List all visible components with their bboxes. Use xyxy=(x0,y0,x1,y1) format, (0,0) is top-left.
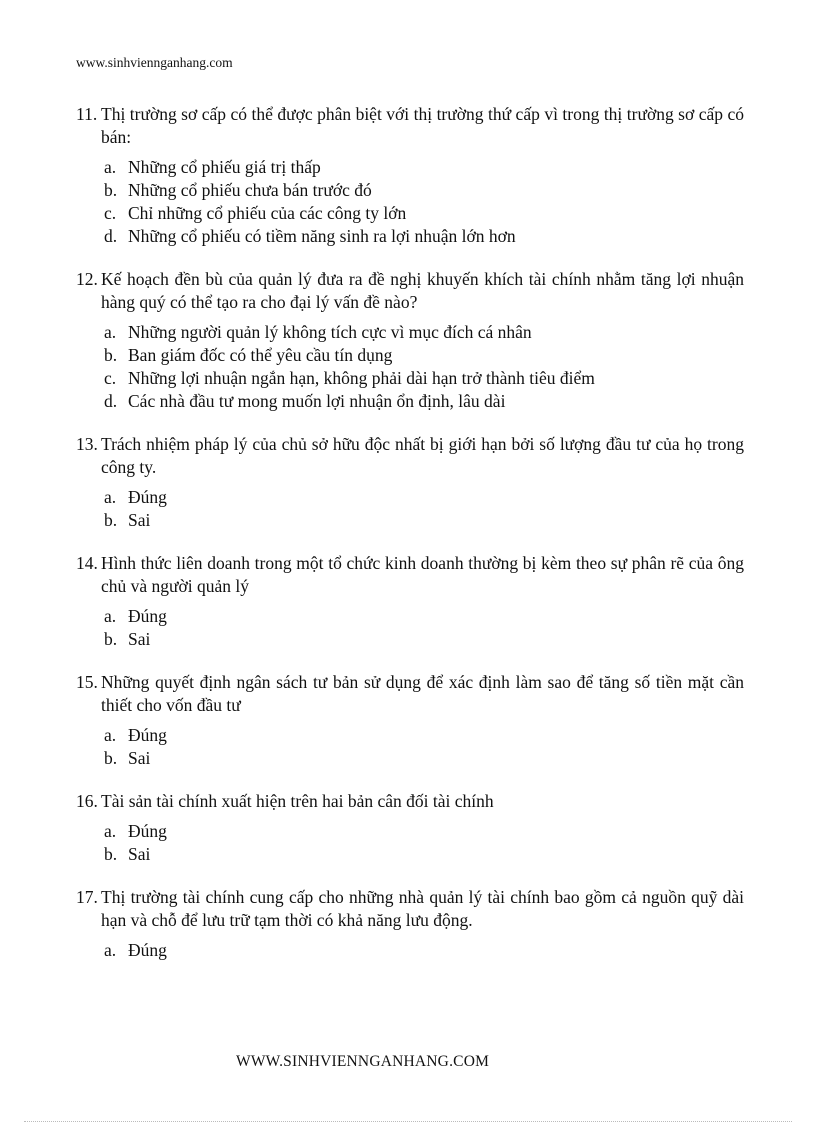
page-bottom-rule xyxy=(24,1121,792,1122)
answer-option xyxy=(104,321,744,344)
option-text: Đúng xyxy=(128,821,167,841)
option-letter: a. xyxy=(104,725,117,745)
question-text xyxy=(76,433,744,479)
option-letter: a. xyxy=(104,606,117,626)
question-body: Những quyết định ngân sách tư bản sử dụng để xác định làm sao để tăng số tiền mặt cần thiết cho vốn đầu tư xyxy=(101,672,744,715)
option-text: Những cổ phiếu có tiềm năng sinh ra lợi nhuận lớn hơn xyxy=(128,226,516,246)
question-13 xyxy=(76,433,744,532)
answer-option xyxy=(104,344,744,367)
option-text: Những cổ phiếu giá trị thấp xyxy=(128,157,321,177)
question-16 xyxy=(76,790,744,866)
option-text: Ban giám đốc có thể yêu cầu tín dụng xyxy=(128,345,393,365)
question-text xyxy=(76,886,744,932)
answer-options xyxy=(76,820,744,866)
question-number: 16. xyxy=(76,791,98,811)
option-letter: d. xyxy=(104,226,118,246)
option-text: Sai xyxy=(128,748,151,768)
question-body: Hình thức liên doanh trong một tổ chức kinh doanh thường bị kèm theo sự phân rẽ của ông chủ và người quản lý xyxy=(101,553,744,596)
option-text: Những lợi nhuận ngắn hạn, không phải dài hạn trở thành tiêu điểm xyxy=(128,368,595,388)
answer-option xyxy=(104,486,744,509)
option-letter: a. xyxy=(104,487,117,507)
question-14 xyxy=(76,552,744,651)
answer-option xyxy=(104,605,744,628)
question-number: 12. xyxy=(76,269,98,289)
question-body: Tài sản tài chính xuất hiện trên hai bản cân đối tài chính xyxy=(101,791,494,811)
question-body: Trách nhiệm pháp lý của chủ sở hữu độc nhất bị giới hạn bởi số lượng đầu tư của họ trong công ty. xyxy=(101,434,744,477)
answer-options xyxy=(76,724,744,770)
option-text: Đúng xyxy=(128,487,167,507)
option-letter: c. xyxy=(104,203,117,223)
answer-option xyxy=(104,628,744,651)
option-text: Những cổ phiếu chưa bán trước đó xyxy=(128,180,372,200)
question-text xyxy=(76,671,744,717)
option-letter: b. xyxy=(104,844,118,864)
question-body: Kế hoạch đền bù của quản lý đưa ra đề nghị khuyến khích tài chính nhằm tăng lợi nhuận hàng quý có thể tạo ra cho đại lý vấn đề nào? xyxy=(101,269,744,312)
answer-option xyxy=(104,820,744,843)
option-text: Đúng xyxy=(128,606,167,626)
answer-options xyxy=(76,321,744,413)
question-12 xyxy=(76,268,744,413)
option-text: Chỉ những cổ phiếu của các công ty lớn xyxy=(128,203,407,223)
answer-option xyxy=(104,939,744,962)
answer-option xyxy=(104,509,744,532)
answer-option xyxy=(104,724,744,747)
question-number: 15. xyxy=(76,672,98,692)
question-17 xyxy=(76,886,744,962)
option-letter: c. xyxy=(104,368,117,388)
option-letter: b. xyxy=(104,180,118,200)
option-letter: b. xyxy=(104,345,118,365)
option-letter: b. xyxy=(104,748,118,768)
option-letter: a. xyxy=(104,322,117,342)
page-header xyxy=(76,55,233,71)
footer-url: WWW.SINHVIENNGANHANG.COM xyxy=(236,1053,490,1070)
option-text: Các nhà đầu tư mong muốn lợi nhuận ổn định, lâu dài xyxy=(128,391,506,411)
option-text: Sai xyxy=(128,629,151,649)
option-text: Đúng xyxy=(128,725,167,745)
answer-options xyxy=(76,486,744,532)
question-text xyxy=(76,268,744,314)
answer-option xyxy=(104,156,744,179)
option-letter: a. xyxy=(104,940,117,960)
option-letter: a. xyxy=(104,157,117,177)
answer-option xyxy=(104,390,744,413)
question-body: Thị trường tài chính cung cấp cho những nhà quản lý tài chính bao gồm cả nguồn quỹ dài hạn và chỗ để lưu trữ tạm thời có khả năng lưu động. xyxy=(101,887,744,930)
question-text xyxy=(76,103,744,149)
answer-options xyxy=(76,156,744,248)
option-letter: b. xyxy=(104,510,118,530)
answer-option xyxy=(104,843,744,866)
option-text: Những người quản lý không tích cực vì mục đích cá nhân xyxy=(128,322,532,342)
option-letter: d. xyxy=(104,391,118,411)
answer-options xyxy=(76,939,744,962)
question-text xyxy=(76,790,744,813)
question-number: 13. xyxy=(76,434,98,454)
option-letter: b. xyxy=(104,629,118,649)
page-footer xyxy=(236,1053,489,1071)
header-url: www.sinhviennganhang.com xyxy=(76,55,233,70)
option-text: Sai xyxy=(128,510,151,530)
question-list xyxy=(76,103,744,982)
question-11 xyxy=(76,103,744,248)
answer-option xyxy=(104,747,744,770)
answer-options xyxy=(76,605,744,651)
answer-option xyxy=(104,367,744,390)
question-text xyxy=(76,552,744,598)
option-letter: a. xyxy=(104,821,117,841)
question-15 xyxy=(76,671,744,770)
question-number: 14. xyxy=(76,553,98,573)
option-text: Đúng xyxy=(128,940,167,960)
answer-option xyxy=(104,202,744,225)
answer-option xyxy=(104,225,744,248)
question-number: 11. xyxy=(76,104,98,124)
question-number: 17. xyxy=(76,887,98,907)
question-body: Thị trường sơ cấp có thể được phân biệt với thị trường thứ cấp vì trong thị trường sơ cấp có bán: xyxy=(101,104,744,147)
option-text: Sai xyxy=(128,844,151,864)
answer-option xyxy=(104,179,744,202)
